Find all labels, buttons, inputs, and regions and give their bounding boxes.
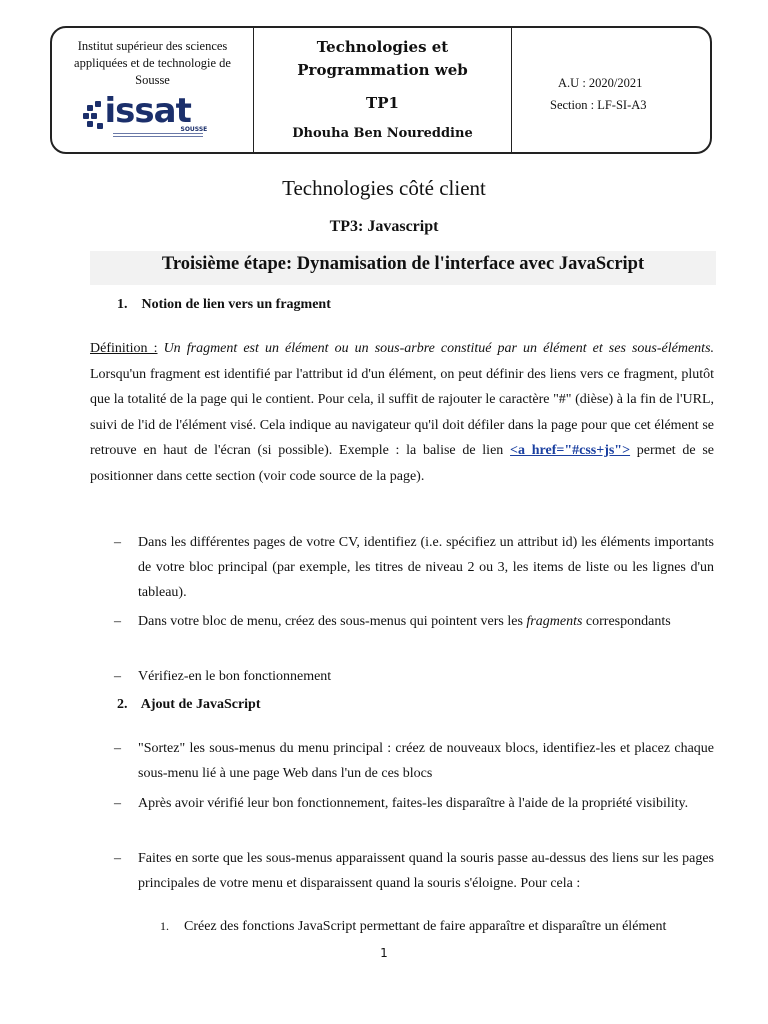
list-item xyxy=(114,664,714,689)
author-name: Dhouha Ben Noureddine xyxy=(292,126,473,141)
sub-item-text: Créez des fonctions JavaScript permettant de faire apparaître et disparaître un élément xyxy=(184,919,667,934)
bullet-tail: correspondants xyxy=(585,614,671,629)
list-item xyxy=(114,609,714,634)
document-subtitle: TP3: Javascript xyxy=(329,218,439,235)
institution-name: Institut supérieur des sciences appliquées et de technologie de Sousse xyxy=(74,39,231,87)
bullet-italic: fragments xyxy=(526,614,583,629)
fragment-link-example[interactable]: <a href="#css+js"> xyxy=(510,443,631,458)
au-label: A.U xyxy=(558,76,580,90)
bullet-dash: – xyxy=(114,614,121,629)
au-value: : 2020/2021 xyxy=(582,76,643,90)
numbered-sub-item xyxy=(160,914,716,939)
course-cell xyxy=(254,28,512,152)
header-box xyxy=(50,26,712,154)
sub-item-number: 1. xyxy=(160,919,169,933)
definition-label: Définition : xyxy=(90,341,158,356)
logo-text: issat xyxy=(104,91,191,131)
bullet-text xyxy=(138,609,714,634)
page-number: 1 xyxy=(380,946,388,960)
section-1-heading xyxy=(117,297,331,313)
bullet-text: Dans les différentes pages de votre CV, identifiez (i.e. spécifiez un attribut id) les éléments importants de votre bloc principal (par exemple, les titres de niveau 2 ou 3, les items de liste ou les lignes d'un tableau). xyxy=(138,535,714,600)
section-value: : LF-SI-A3 xyxy=(590,98,647,112)
course-title: Technologies et Programmation web xyxy=(297,38,468,79)
step-banner: Troisième étape: Dynamisation de l'interface avec JavaScript xyxy=(90,251,716,285)
section-2-number: 2. xyxy=(117,697,128,712)
definition-text-1: Lorsqu'un fragment est identifié par l'attribut id d'un élément, on peut définir des liens vers ce fragment, plutôt que la totalité de la page qui le contient. Pour cela, il suffit de rajouter le caractère "#" (dièse) à la fin de l'URL, suivi de l'id de l'élément visé. Cela indique au navigateur qu'il doit défiler dans la page pour que cet élément se retrouve en haut de l'écran (si possible). Exemple : la balise de lien xyxy=(90,366,714,458)
section-1-title: Notion de lien vers un fragment xyxy=(141,297,331,312)
bullet-dash: – xyxy=(114,669,121,684)
section-line xyxy=(550,94,710,116)
academic-year xyxy=(558,72,710,94)
section-label: Section xyxy=(550,98,588,112)
list-item xyxy=(114,791,714,816)
bullet-text: "Sortez" les sous-menus du menu principal : créez de nouveaux blocs, identifiez-les et placez chaque sous-menu lié à une page Web dans l'un de ces blocs xyxy=(138,741,714,781)
logo-sub: SOUSSE xyxy=(180,126,208,133)
institution-cell xyxy=(52,28,254,152)
section-1-number: 1. xyxy=(117,297,128,312)
bullet-text-main: Dans votre bloc de menu, créez des sous-menus qui pointent vers les xyxy=(138,614,523,629)
bullet-dash: – xyxy=(114,796,121,811)
definition-italic: Un fragment est un élément ou un sous-arbre constitué par un élément et ses sous-éléments. xyxy=(163,341,715,356)
definition-text-2: permet de se positionner dans cette section (voir code source de la page). xyxy=(90,443,714,484)
document-title: Technologies côté client xyxy=(282,176,486,200)
logo-fine-lines xyxy=(113,133,203,137)
section-2-title: Ajout de JavaScript xyxy=(140,697,261,712)
bullet-text: Après avoir vérifié leur bon fonctionnement, faites-les disparaître à l'aide de la propriété visibility. xyxy=(138,796,689,811)
bullet-text: Vérifiez-en le bon fonctionnement xyxy=(138,669,332,684)
tp-label: TP1 xyxy=(366,94,399,112)
bullet-dash: – xyxy=(114,851,121,866)
bullet-text: Faites en sorte que les sous-menus apparaissent quand la souris passe au-dessus des liens sur les pages principales de votre menu et disparaissent quand la souris s'éloigne. Pour cela : xyxy=(138,851,714,891)
bullet-dash: – xyxy=(114,741,121,756)
section-2-heading xyxy=(117,697,261,713)
bullet-dash: – xyxy=(114,535,121,550)
list-item xyxy=(114,736,714,786)
definition-paragraph xyxy=(90,336,714,489)
issat-logo xyxy=(83,91,223,135)
list-item xyxy=(114,846,714,896)
list-item xyxy=(114,530,714,605)
meta-cell xyxy=(512,28,710,152)
